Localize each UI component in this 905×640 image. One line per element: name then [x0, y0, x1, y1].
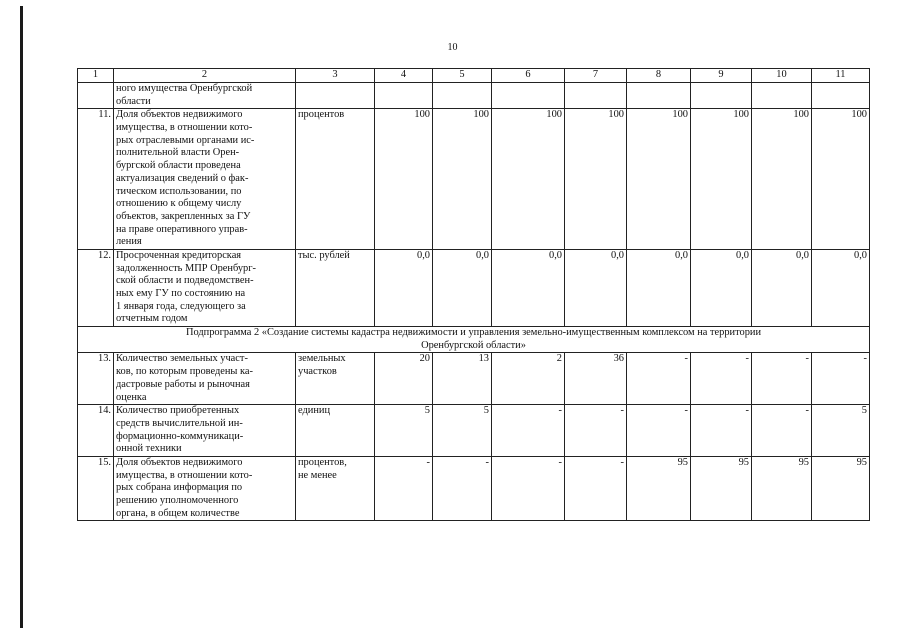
value-cell: - [627, 353, 691, 405]
table-row [78, 353, 870, 405]
column-header: 1 [78, 69, 114, 83]
value-cell: 95 [691, 456, 752, 520]
text-line: оценка [116, 391, 147, 403]
table-row [78, 249, 870, 326]
value-cell: 0,0 [375, 249, 433, 326]
value-cell: - [565, 456, 627, 520]
text-line: тическом использовании, по [116, 185, 242, 197]
value-cell: 36 [565, 353, 627, 405]
column-header: 9 [691, 69, 752, 83]
text-line: полнительной власти Орен- [116, 147, 240, 159]
table-row [78, 456, 870, 520]
value-cell: 0,0 [565, 249, 627, 326]
value-cell: 100 [752, 109, 812, 250]
subprogram-row [78, 327, 870, 353]
text-line: единиц [298, 405, 331, 417]
value-cell [565, 83, 627, 109]
text-line: 1 января года, следующего за [116, 300, 246, 312]
text-line: отношению к общему числу [116, 198, 242, 210]
value-cell: 0,0 [492, 249, 565, 326]
value-cell: 5 [812, 405, 870, 457]
value-cell [492, 83, 565, 109]
unit-cell [296, 83, 375, 109]
unit-cell [296, 109, 375, 250]
value-cell: - [691, 353, 752, 405]
column-header: 10 [752, 69, 812, 83]
value-cell [433, 83, 492, 109]
value-cell: - [433, 456, 492, 520]
value-cell: 100 [433, 109, 492, 250]
value-cell: 100 [812, 109, 870, 250]
text-line: Подпрограмма 2 «Создание системы кадастра недвижимости и управления земельно-имущественным комплексом на территории [185, 327, 762, 339]
indicator-name-cell [114, 249, 296, 326]
unit-cell [296, 405, 375, 457]
row-number-cell [78, 83, 114, 109]
column-header: 2 [114, 69, 296, 83]
value-cell: - [492, 405, 565, 457]
text-line: земельных [298, 353, 346, 365]
text-line: на праве оперативного управ- [116, 223, 248, 235]
value-cell: - [691, 405, 752, 457]
text-line: имущества, в отношении кото- [116, 469, 253, 481]
page-number: 10 [447, 42, 458, 53]
text-line: тыс. рублей [298, 249, 350, 261]
indicator-name-cell [114, 83, 296, 109]
value-cell [691, 83, 752, 109]
text-line: актуализация сведений о фак- [116, 172, 249, 184]
value-cell: 95 [627, 456, 691, 520]
value-cell: - [752, 405, 812, 457]
text-line: онной техники [116, 443, 182, 455]
indicator-name-cell [114, 353, 296, 405]
column-header: 7 [565, 69, 627, 83]
value-cell: 0,0 [752, 249, 812, 326]
text-line: Доля объектов недвижимого [116, 109, 243, 121]
text-line: рых отраслевыми органами ис- [116, 134, 255, 146]
text-line: дастровые работы и рыночная [116, 378, 250, 390]
value-cell: 5 [433, 405, 492, 457]
text-line: процентов, [298, 456, 347, 468]
text-line: отчетным годом [116, 313, 188, 325]
text-line: Просроченная кредиторская [116, 249, 242, 261]
unit-cell [296, 249, 375, 326]
unit-cell [296, 456, 375, 520]
value-cell: 2 [492, 353, 565, 405]
subprogram-title [78, 327, 870, 353]
table-row-continuation [78, 83, 870, 109]
text-line: ской области и подведомствен- [116, 275, 254, 287]
text-line: ных ему ГУ по состоянию на [116, 288, 246, 299]
scan-edge-line [20, 6, 23, 628]
text-line: решению уполномоченного [116, 495, 239, 506]
row-number-cell: 11. [78, 109, 114, 250]
indicator-name-cell [114, 109, 296, 250]
text-line: формационно-коммуникаци- [116, 430, 244, 442]
column-header: 5 [433, 69, 492, 83]
value-cell [812, 83, 870, 109]
value-cell [752, 83, 812, 109]
row-number-cell: 13. [78, 353, 114, 405]
value-cell: 100 [565, 109, 627, 250]
value-cell: 100 [691, 109, 752, 250]
value-cell [627, 83, 691, 109]
text-line: области [116, 95, 151, 107]
indicator-name-cell [114, 405, 296, 457]
column-header: 11 [812, 69, 870, 83]
column-header: 6 [492, 69, 565, 83]
value-cell: 0,0 [627, 249, 691, 326]
value-cell: 100 [492, 109, 565, 250]
row-number-cell: 14. [78, 405, 114, 457]
text-line: Доля объектов недвижимого [116, 456, 243, 468]
text-line: ков, по которым проведены ка- [116, 366, 253, 378]
text-line: Оренбургской области» [421, 339, 526, 351]
text-line: не менее [298, 469, 337, 481]
column-header: 8 [627, 69, 691, 83]
text-line: средств вычислительной ин- [116, 417, 243, 429]
value-cell: 13 [433, 353, 492, 405]
text-line: рых собрана информация по [116, 482, 243, 494]
text-line: процентов [298, 109, 345, 121]
text-line: Количество приобретенных [116, 405, 240, 417]
text-line: задолженность МПР Оренбург- [116, 262, 256, 274]
text-line: объектов, закрепленных за ГУ [116, 210, 251, 222]
row-number-cell: 15. [78, 456, 114, 520]
row-number-cell: 12. [78, 249, 114, 326]
value-cell: 100 [375, 109, 433, 250]
text-line: Количество земельных участ- [116, 353, 248, 365]
text-line: бургской области проведена [116, 160, 241, 172]
value-cell: - [492, 456, 565, 520]
value-cell: - [812, 353, 870, 405]
value-cell: 0,0 [812, 249, 870, 326]
value-cell: 20 [375, 353, 433, 405]
value-cell: - [565, 405, 627, 457]
unit-cell [296, 353, 375, 405]
value-cell: 0,0 [691, 249, 752, 326]
text-line: ного имущества Оренбургской [116, 83, 253, 94]
value-cell [375, 83, 433, 109]
header-row [78, 69, 870, 83]
column-header: 3 [296, 69, 375, 83]
value-cell: 95 [752, 456, 812, 520]
value-cell: 100 [627, 109, 691, 250]
column-header: 4 [375, 69, 433, 83]
value-cell: - [752, 353, 812, 405]
text-line: ления [116, 236, 142, 248]
indicators-table [77, 68, 870, 521]
value-cell: - [627, 405, 691, 457]
value-cell: 0,0 [433, 249, 492, 326]
indicator-name-cell [114, 456, 296, 520]
value-cell: - [375, 456, 433, 520]
value-cell: 5 [375, 405, 433, 457]
text-line: имущества, в отношении кото- [116, 122, 253, 134]
table-row [78, 109, 870, 250]
table-row [78, 405, 870, 457]
text-line: участков [298, 366, 337, 378]
text-line: органа, в общем количестве [116, 507, 240, 519]
value-cell: 95 [812, 456, 870, 520]
